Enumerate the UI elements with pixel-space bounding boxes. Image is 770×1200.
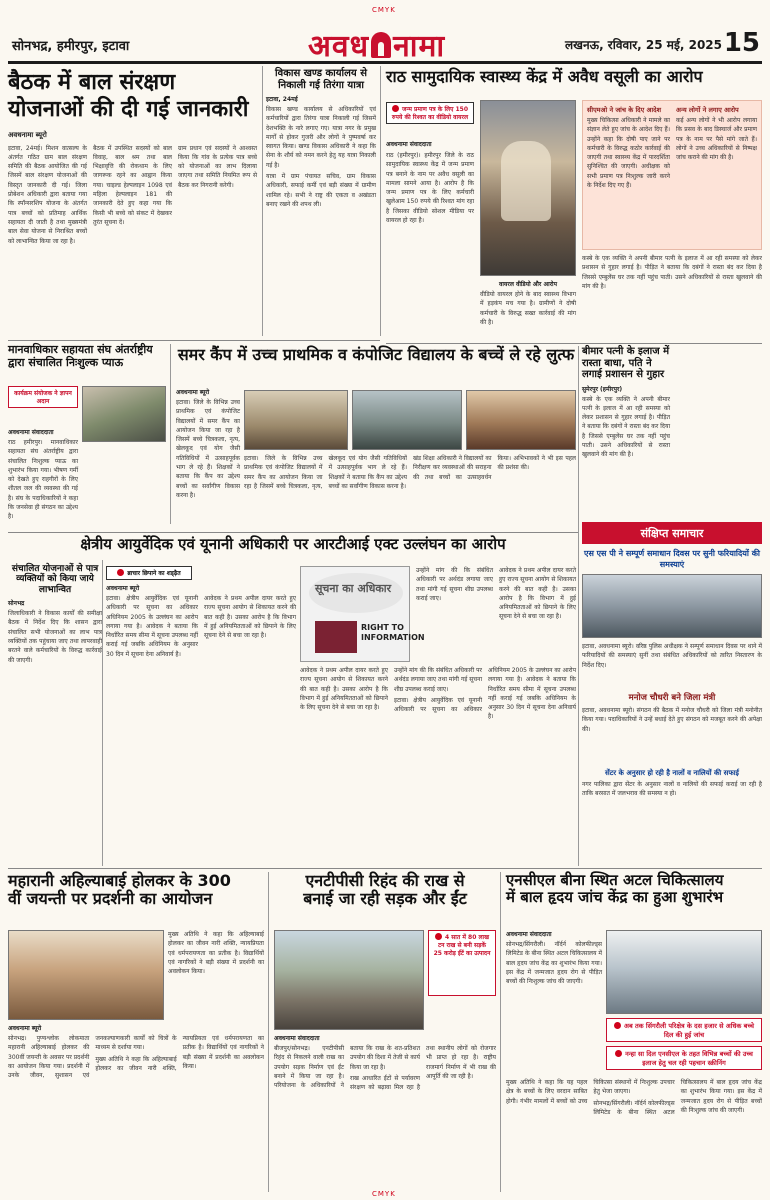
story-ntpc-headline bbox=[274, 872, 496, 926]
exhibition-photo bbox=[8, 930, 164, 1020]
story-ahilyabai-headline bbox=[8, 872, 264, 926]
hospital-photo bbox=[606, 930, 762, 1014]
summer-camp-photo-2 bbox=[352, 390, 462, 450]
summer-camp-photo-1 bbox=[244, 390, 348, 450]
body: कस्बे के एक व्यक्ति ने अपनी बीमार पत्नी के इलाज में आ रही समस्या को लेकर प्रशासन से गुहार लगाई है। पीड़ित ने बताया कि दबंगों ने रास्ता बंद कर दिया है जिससे एम्बुलेंस घर तक नहीं पहुंच पाती। उसने अधिकारियों से रास्ता खुलवाने की मांग की है। bbox=[582, 395, 670, 459]
headline: बीमार पत्नी के इलाज में रास्ता बाधा, पति ने लगाई प्रशासन से गुहार bbox=[582, 346, 670, 380]
byline: अवधनामा संवाददाता bbox=[274, 1035, 320, 1042]
box-heading: सीएमओ ने जांच के दिए आदेश bbox=[587, 106, 662, 114]
headline: क्षेत्रीय आयुर्वेदिक एवं यूनानी अधिकारी पर आरटीआई एक्ट उल्लंघन का आरोप bbox=[80, 535, 506, 553]
rti-graphic: सूचना का अधिकार RIGHT TO INFORMATION bbox=[300, 566, 410, 662]
brief-subhead: सेंटर के अनुसार हो रही है नालों व नालियों की सफाई bbox=[605, 769, 739, 777]
headline-line2: वीं जयन्ती पर प्रदर्शनी का आयोजन bbox=[8, 889, 213, 909]
brief-headline-2: मनोज चौधरी बने जिला मंत्री bbox=[628, 693, 716, 703]
video-still-photo bbox=[480, 100, 576, 276]
body-col-2: बैठक में उपस्थित सदस्यों को बाल विवाह, बाल श्रम तथा बाल भिक्षावृत्ति की रोकथाम के लिए जागरूक रहने का आह्वान किया गया। चाइल्ड हेल्पलाइन 1098 एवं महिला हेल्पलाइन 181 की जानकारी देते हुए कहा गया कि किसी भी बच्चे को संकट में देखकर तुरंत सूचना दें। bbox=[93, 144, 172, 226]
headline: समर कैंप में उच्च प्राथमिक व कंपोजिट विद्यालय के बच्चें ले रहे लुत्फ bbox=[177, 345, 575, 364]
headline: एनसीएल बीना स्थित अटल चिकित्सालय bbox=[506, 871, 724, 889]
headline-line2: बनाई जा रही सड़क और ईंट bbox=[303, 889, 467, 909]
headline: मानवाधिकार सहायता संघ अंतर्राष्ट्रीय द्वारा संचालित निःशुल्क प्याऊ bbox=[8, 343, 153, 369]
story-ncl-body-2: मुख्य अतिथि ने कहा कि यह पहल क्षेत्र के बच्चों के लिए वरदान साबित होगी। गंभीर मामलों में बच्चों को उच्च चिकित्सा संस्थानों में निःशुल्क उपचार हेतु भेजा जाएगा। सोनभद्र/सिंगरौली। नॉर्दर्न कोलफील्ड्स लिमिटेड के बीना स्थित अटल चिकित्सालय में बाल हृदय जांच केंद्र का शुभारंभ किया गया। इस केंद्र में जन्मजात हृदय रोग से पीड़ित बच्चों की निःशुल्क जांच की जाएगी। bbox=[506, 1079, 762, 1116]
byline: अवधनामा ब्यूरो bbox=[176, 389, 210, 396]
byline: अवधनामा संवाददाता bbox=[506, 931, 552, 938]
story-summer-camp-headline bbox=[176, 346, 576, 386]
highlight-tag-2: नन्हा सा दिल एनसीएल के तहत विभिन्न बच्चों की उच्च इलाज हेतु चल रही पहचान स्क्रीनिंग bbox=[606, 1046, 762, 1070]
story-continuation: कस्बे के एक व्यक्ति ने अपनी बीमार पत्नी के इलाज में आ रही समस्या को लेकर प्रशासन से गुहार लगाई है। पीड़ित ने बताया कि दबंगों ने रास्ता बंद कर दिया है जिससे एम्बुलेंस घर तक नहीं पहुंच पाती। उसने अधिकारियों से रास्ता खुलवाने की मांग की है। bbox=[582, 255, 762, 290]
bullet-icon bbox=[435, 933, 442, 940]
body-col-3: ग्राम प्रधान एवं सदस्यों ने आश्वस्त किया कि गांव के प्रत्येक पात्र बच्चे को योजनाओं का लाभ दिलाया जाएगा तथा समिति नियमित रूप से बैठक कर निगरानी करेगी। bbox=[178, 144, 257, 189]
story-rath-chc-body bbox=[386, 140, 474, 340]
byline: अवधनामा ब्यूरो bbox=[106, 585, 140, 592]
dome-icon bbox=[371, 32, 391, 58]
bullet-icon bbox=[117, 569, 124, 576]
headline: महारानी अहिल्याबाई होलकर के 300 bbox=[8, 871, 231, 890]
highlight-tag: ब्राचार छिपाने का शड्ढ़ैत bbox=[106, 566, 192, 580]
story-rti-body-3: उन्होंने मांग की कि संबंधित अधिकारी पर अर्थदंड लगाया जाए तथा मांगी गई सूचना शीघ्र उपलब्ध कराई जाए। आवेदक ने प्रथम अपील दायर करते हुए राज्य सूचना आयोग से शिकायत करने की बात कही है। उसका आरोप है कि विभाग में हुई अनियमितताओं को छिपाने के लिए सूचना देने से बचा जा रहा है। bbox=[416, 567, 577, 621]
brief-news-banner: संक्षिप्त समाचार bbox=[582, 522, 762, 544]
story-ncl-body: अवधनामा संवाददाता सोनभद्र/सिंगरौली। नॉर्दर्न कोलफील्ड्स लिमिटेड के बीना स्थित अटल चिकित्सालय में बाल हृदय जांच केंद्र का शुभारंभ किया गया। इस केंद्र में जन्मजात हृदय रोग से पीड़ित बच्चों की निःशुल्क जांच की जाएगी। bbox=[506, 931, 602, 986]
highlight-tag: 4 सात में 80 लाख टन राख से बनी सड़कें 25 करोड़ ईंटें का उत्पादन bbox=[428, 930, 496, 996]
cmyk-marker-top: CMYK bbox=[372, 6, 396, 14]
highlight-tag-1: अब तक सिंगरौली परिक्षेत्र के दस हजार से अधिक बच्चे दिल की हुई जांच bbox=[606, 1018, 762, 1042]
subhead: वायरल वीडियो और आरोप bbox=[499, 281, 557, 288]
story-tiranga-yatra bbox=[266, 68, 376, 343]
story-ncl-headline bbox=[506, 872, 762, 926]
story-summer-camp-body-2: इटावा। जिले के विभिन्न उच्च प्राथमिक एवं कंपोजिट विद्यालयों में समर कैंप का आयोजन किया जा रहा है जिसमें बच्चे चित्रकला, नृत्य, खेलकूद एवं योग जैसी गतिविधियों में उत्साहपूर्वक भाग ले रहे हैं। शिक्षकों ने बताया कि कैंप का उद्देश्य बच्चों का सर्वांगीण विकास करना है। खंड शिक्षा अधिकारी ने विद्यालयों का निरीक्षण कर व्यवस्थाओं की सराहना की तथा बच्चों का उत्साहवर्धन किया। अभिभावकों ने भी इस पहल की प्रशंसा की। bbox=[244, 455, 576, 490]
story-ahilyabai-body: अवधनामा ब्यूरो सोनभद्र। पुण्यश्लोक लोकमाता महारानी अहिल्याबाई होलकर की 300वीं जयन्ती के अवसर पर प्रदर्शनी का आयोजन किया गया। प्रदर्शनी में उनके जीवन, सुशासन एवं जनकल्याणकारी कार्यों को चित्रों के माध्यम से दर्शाया गया। मुख्य अतिथि ने कहा कि अहिल्याबाई होलकर का जीवन नारी शक्ति, न्यायप्रियता एवं धर्मपरायणता का प्रतीक है। विद्यार्थियों एवं नागरिकों ने बड़ी संख्या में प्रदर्शनी का अवलोकन किया। bbox=[8, 1025, 264, 1080]
masthead bbox=[8, 26, 762, 64]
story-rti-body-2: आवेदक ने प्रथम अपील दायर करते हुए राज्य सूचना आयोग से शिकायत करने की बात कही है। उसका आरोप है कि विभाग में हुई अनियमितताओं को छिपाने के लिए सूचना देने से बचा जा रहा है। उन्होंने मांग की कि संबंधित अधिकारी पर अर्थदंड लगाया जाए तथा मांगी गई सूचना शीघ्र उपलब्ध कराई जाए। इटावा। क्षेत्रीय आयुर्वेदिक एवं यूनानी अधिकारी पर सूचना का अधिकार अधिनियम 2005 के उल्लंघन का आरोप लगाया गया है। आवेदक ने बताया कि निर्धारित समय सीमा में सूचना उपलब्ध नहीं कराई गई जबकि अधिनियम के अनुसार 30 दिन में सूचना देना अनिवार्य है। bbox=[300, 667, 576, 721]
body: राठ (हमीरपुर)। हमीरपुर जिले के राठ सामुदायिक स्वास्थ्य केंद्र में जन्म प्रमाण पत्र बनाने के नाम पर अवैध वसूली का मामला सामने आया है। आरोप है कि जन्म प्रमाण पत्र के लिए कर्मचारी खुलेआम 150 रुपये की रिश्वत मांग रहा है जिसका वीडियो सोशल मीडिया पर वायरल हो रहा है। bbox=[386, 152, 474, 225]
summer-camp-photo-3 bbox=[466, 390, 576, 450]
story-summer-camp-body: अवधनामा ब्यूरो इटावा। जिले के विभिन्न उच्च प्राथमिक एवं कंपोजिट विद्यालयों में समर कैंप का आयोजन किया जा रहा है जिसमें बच्चे चित्रकला, नृत्य, खेलकूद एवं योग जैसी गतिविधियों में उत्साहपूर्वक भाग ले रहे हैं। शिक्षकों ने बताया कि कैंप का उद्देश्य बच्चों का सर्वांगीण विकास करना है। bbox=[176, 389, 240, 499]
body-col-1: इटावा, 24मई। मिशन वात्सल्य के अंतर्गत गठित ग्राम बाल संरक्षण समिति की बैठक आयोजित की गई जिसमें बाल संरक्षण योजनाओं की विस्तृत जानकारी दी गई। जिला प्रोबेशन अधिकारी द्वारा बताया गया कि स्पॉन्सरशिप योजना के अंतर्गत पात्र बच्चों को प्रतिमाह आर्थिक सहायता दी जाती है तथा मुख्यमंत्री बाल सेवा योजना से निराश्रित बच्चों को लाभान्वित किया जा रहा है। bbox=[8, 144, 87, 245]
edition-cities: सोनभद्र, हमीरपुर, इटावा bbox=[12, 39, 130, 54]
sidebar-box-cmo: सीएमओ ने जांच के दिए आदेश मुख्य चिकित्सा अधिकारी ने मामले का संज्ञान लेते हुए जांच के आदेश दिए हैं। उन्होंने कहा कि दोषी पाए जाने पर कर्मचारी के विरुद्ध कठोर कार्रवाई की जाएगी तथा स्वास्थ्य केंद्र में पारदर्शिता सुनिश्चित की जाएगी। अधीक्षक को सभी प्रमाण पत्र निःशुल्क जारी करने के निर्देश दिए गए हैं। अन्य लोगों ने लगाए आरोप कई अन्य लोगों ने भी आरोप लगाया कि प्रसव के बाद डिस्चार्ज और प्रमाण पत्र के नाम पर पैसे मांगे जाते हैं। लोगों ने उच्च अधिकारियों से निष्पक्ष जांच कराने की मांग की है। bbox=[582, 100, 762, 250]
headline: राठ सामुदायिक स्वास्थ्य केंद्र में अवैध वसूली का आरोप bbox=[386, 67, 703, 86]
byline: सोनभद्र bbox=[8, 600, 25, 608]
story-ahilyabai-side: मुख्य अतिथि ने कहा कि अहिल्याबाई होलकर का जीवन नारी शक्ति, न्यायप्रियता एवं धर्मपरायणता का प्रतीक है। विद्यार्थियों एवं नागरिकों ने बड़ी संख्या में प्रदर्शनी का अवलोकन किया। bbox=[168, 931, 264, 976]
headline: विकास खण्ड कार्यालय से निकाली गई तिरंगा यात्रा bbox=[275, 68, 367, 91]
bullet-icon bbox=[392, 105, 399, 112]
highlight-tag: जन्म प्रमाण पत्र के लिए 150 रुपये की रिश्वत का वीडियो वायरल bbox=[386, 102, 474, 124]
byline: अवधनामा संवाददाता bbox=[8, 429, 54, 436]
newspaper-logo: अवध नामा bbox=[308, 29, 446, 64]
story-ntpc-body: अवधनामा संवाददाता बीजपुर/सोनभद्र। एनटीपीसी रिहंद से निकलने वाली राख का उपयोग सड़क निर्माण एवं ईंट बनाने में किया जा रहा है। परियोजना के अधिकारियों ने बताया कि राख के शत-प्रतिशत उपयोग की दिशा में तेजी से कार्य किया जा रहा है। राख आधारित ईंटों से पर्यावरण संरक्षण को बढ़ावा मिल रहा है तथा स्थानीय लोगों को रोजगार भी प्राप्त हो रहा है। राष्ट्रीय राजमार्ग निर्माण में भी राख की आपूर्ति की जा रही है। bbox=[274, 1035, 496, 1092]
headline: एनटीपीसी रिहंद की राख से bbox=[305, 871, 465, 890]
story-pyau-body: अवधनामा संवाददाता राठ हमीरपुर। मानवाधिकार सहायता संघ अंतर्राष्ट्रीय द्वारा संचालित निःशुल्क प्याऊ का शुभारंभ किया गया। भीषण गर्मी को देखते हुए राहगीरों के लिए शीतल जल की व्यवस्था की गई है। संघ के पदाधिकारियों ने कहा कि जनसेवा ही संगठन का उद्देश्य है। bbox=[8, 428, 166, 528]
highlight-tag: कार्यक्रम संयोजक ने ज्ञापन अदान bbox=[8, 386, 78, 408]
byline: अवधनामा संवाददाता bbox=[386, 141, 432, 148]
bullet-icon bbox=[615, 1050, 622, 1057]
issue-date: लखनऊ, रविवार, 25 मई, 2025 bbox=[565, 38, 722, 52]
byline: इटावा, 24मई bbox=[266, 96, 298, 103]
story-rath-chc-headline bbox=[386, 68, 762, 98]
page-number: 15 bbox=[723, 28, 760, 58]
headline: बैठक में बाल संरक्षण bbox=[8, 70, 176, 95]
bullet-icon bbox=[614, 1022, 621, 1029]
brief-news-section: एस एस पी ने सम्पूर्ण समाधान दिवस पर सुनी फरियादियों की समस्याएं इटावा, अवधनामा ब्यूरो। वरिष्ठ पुलिस अधीक्षक ने सम्पूर्ण समाधान दिवस पर थाने में फरियादियों की समस्याएं सुनीं तथा संबंधित अधिकारियों को त्वरित निस्तारण के निर्देश दिए। मनोज चौधरी बने जिला मंत्री इटावा, अवधनामा ब्यूरो। संगठन की बैठक में मनोज चौधरी को जिला मंत्री मनोनीत किया गया। पदाधिकारियों ने उन्हें बधाई देते हुए संगठन को मजबूत करने की अपेक्षा की। सेंटर के अनुसार हो रही है नालों व नालियों की सफाई नगर पालिका द्वारा सेंटर के अनुसार नालों व नालियों की सफाई कराई जा रही है ताकि बरसात में जलभराव की समस्या न हो। bbox=[582, 549, 762, 798]
story-rath-chc-sub: वायरल वीडियो और आरोप वीडियो वायरल होने के बाद स्वास्थ्य विभाग में हड़कंप मच गया है। ग्रामीणों ने दोषी कर्मचारी के विरुद्ध सख्त कार्रवाई की मांग की है। bbox=[480, 281, 576, 326]
info-card-icon bbox=[315, 621, 357, 653]
body: विकास खण्ड कार्यालय से अधिकारियों एवं कर्मचारियों द्वारा तिरंगा यात्रा निकाली गई जिसमें देशभक्ति के नारे लगाए गए। यात्रा नगर के प्रमुख मार्गों से होकर गुजरी और लोगों ने पुष्पवर्षा कर स्वागत किया। खण्ड विकास अधिकारी ने कहा कि सेना के शौर्य को नमन करने हेतु यह यात्रा निकाली गई है। यात्रा में ग्राम पंचायत सचिव, ग्राम विकास अधिकारी, सफाई कर्मी एवं बड़ी संख्या में ग्रामीण शामिल रहे। सभी ने राष्ट्र की एकता व अखंडता बनाए रखने की शपथ ली। bbox=[266, 106, 376, 208]
ntpc-photo bbox=[274, 930, 424, 1030]
brief-photo-1 bbox=[582, 574, 762, 638]
story-bal-sanrakshan bbox=[8, 70, 258, 350]
story-rti-headline bbox=[8, 536, 578, 560]
headline-line2: योजनाओं की दी गई जानकारी bbox=[8, 97, 249, 123]
byline: सुमेरपुर (हमीरपुर) bbox=[582, 385, 623, 393]
story-pyau-headline bbox=[8, 344, 166, 384]
brief-headline-1: एस एस पी ने सम्पूर्ण समाधान दिवस पर सुनी फरियादियों की समस्याएं bbox=[584, 549, 760, 569]
story-rti-body: अवधनामा ब्यूरो इटावा। क्षेत्रीय आयुर्वेदिक एवं यूनानी अधिकारी पर सूचना का अधिकार अधिनियम 2005 के उल्लंघन का आरोप लगाया गया है। आवेदक ने बताया कि निर्धारित समय सीमा में सूचना उपलब्ध नहीं कराई गई जबकि अधिनियम के अनुसार 30 दिन में सूचना देना अनिवार्य है। आवेदक ने प्रथम अपील दायर करते हुए राज्य सूचना आयोग से शिकायत करने की बात कही है। उसका आरोप है कि विभाग में हुई अनियमितताओं को छिपाने के लिए सूचना देने से बचा जा रहा है। bbox=[106, 585, 296, 658]
headline-line2: में बाल हृदय जांच केंद्र का हुआ शुभारंभ bbox=[506, 888, 724, 907]
headline: संचालित योजनाओं से पात्र व्यक्तियों को किया जाये लाभान्वित bbox=[11, 564, 99, 595]
story-yojana: संचालित योजनाओं से पात्र व्यक्तियों को किया जाये लाभान्वित सोनभद्र जिलाधिकारी ने विकास कार्यों की समीक्षा बैठक में निर्देश दिए कि शासन द्वारा संचालित सभी योजनाओं का लाभ पात्र व्यक्तियों तक पहुंचाया जाए तथा लापरवाही बरतने वाले कर्मचारियों के विरुद्ध कार्रवाई की जाएगी। bbox=[8, 564, 102, 664]
byline: अवधनामा ब्यूरो bbox=[8, 130, 47, 139]
cmyk-marker-bottom: CMYK bbox=[372, 1190, 396, 1198]
person-figure bbox=[501, 141, 551, 221]
byline: अवधनामा ब्यूरो bbox=[8, 1025, 42, 1032]
box-heading-2: अन्य लोगों ने लगाए आरोप bbox=[675, 106, 739, 114]
